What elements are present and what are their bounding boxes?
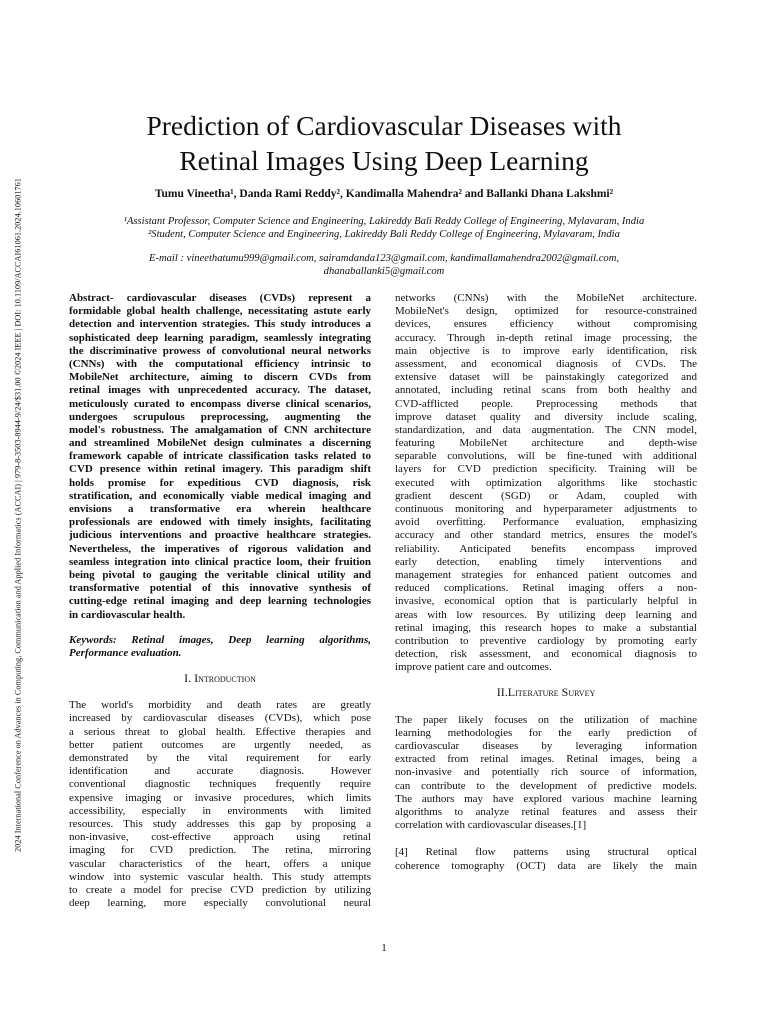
text-line: separable convolutions, will be fine-tuned with additional xyxy=(395,450,697,463)
text-line: continuous monitoring and hyperparameter adjustments to xyxy=(395,503,697,515)
text-line: and streamlined MobileNet design culminates a discerning xyxy=(69,437,371,450)
text-line: the discriminative prowess of convolutional neural networks xyxy=(69,344,371,357)
title-line: Retinal Images Using Deep Learning xyxy=(179,145,589,176)
text-line: detection, risk assessment, and economical diagnosis to xyxy=(395,648,697,661)
text-line: standardization, and data augmentation. The CNN model, xyxy=(395,423,697,436)
text-line: areas with low resources. By utilizing deep learning and xyxy=(395,608,697,621)
text-line: Nevertheless, the imperatives of rigorous validation and xyxy=(69,542,371,555)
text-line: retinal images with unprecedented accuracy. The dataset, xyxy=(69,384,371,397)
section-heading-literature-survey: II.Literature Survey xyxy=(496,685,596,700)
introduction-paragraph xyxy=(69,699,371,910)
text-line: improve patient care and outcomes. xyxy=(395,661,552,674)
text-line: The paper likely focuses on the utilization of machine xyxy=(395,713,697,726)
text-line: CVD-afflicted people. Preprocessing methods that xyxy=(395,397,697,410)
text-line: seamless integration into clinical practice loom, their fruition xyxy=(69,555,371,568)
text-line: cardiovascular diseases by leveraging information xyxy=(395,740,697,753)
text-line: management strategies for enhanced patient outcomes and xyxy=(395,568,697,581)
text-line: featuring MobileNet architecture and depth-wise xyxy=(395,437,697,450)
text-line: a serious threat to global health. Effective therapies and xyxy=(69,725,371,738)
text-line: demonstrated by the vital requirement for early xyxy=(69,752,371,765)
text-line: learning methodologies for the early prediction of xyxy=(395,726,697,739)
conference-side-note-text: 2024 International Conference on Advances in Computing, Communication and Applied Informatics (ACCAI) | 979-8-3503-8944-9/24/$31.00 ©2024 IEEE | DOI: 10.1109/ACCAI61061.2024.10601761 xyxy=(13,178,23,852)
text-line: avoid overfitting. Performance evaluation, emphasizing xyxy=(395,516,697,529)
text-line: reliability. Anticipated benefits encompass improved xyxy=(395,542,697,555)
conference-side-note xyxy=(12,120,24,910)
text-line: model's robustness. The amalgamation of CNN architecture xyxy=(69,423,371,436)
author-list: Tumu Vineetha¹, Danda Rami Reddy², Kandimalla Mahendra² and Ballanki Dhana Lakshmi² xyxy=(154,188,614,200)
literature-paragraph xyxy=(395,846,697,872)
text-line: non-invasive, cost-effective approach using retinal xyxy=(69,831,371,844)
text-line: imaging for CVD prediction. The retina, mirroring xyxy=(69,844,371,857)
text-line: networks (CNNs) with the MobileNet architecture. xyxy=(395,292,697,304)
text-line: conventional diagnostic techniques frequently require xyxy=(69,778,371,791)
title-line: Prediction of Cardiovascular Diseases with xyxy=(146,110,622,141)
literature-paragraph xyxy=(395,714,697,833)
text-line: judicious interventions and proactive healthcare strategies. xyxy=(69,529,371,542)
right-column xyxy=(395,292,697,873)
text-line: The authors may have explored various machine learning xyxy=(395,792,697,805)
text-line: assessment, and economical diagnosis of CVDs. The xyxy=(395,357,697,370)
text-line: extensive dataset will be painstakingly categorized and xyxy=(395,371,697,384)
text-line: layers for CVD prediction specificity. Training will be xyxy=(395,463,697,476)
text-line: can contribute to the development of predictive models. xyxy=(395,779,697,792)
email-line: dhanaballanki5@gmail.com xyxy=(323,266,445,277)
text-line: holds promise for expeditious CVD diagnosis, risk xyxy=(69,476,371,489)
left-column xyxy=(69,292,371,910)
text-line: executed with optimization algorithms like stochastic xyxy=(395,476,697,489)
text-line: retinal imaging, this research hopes to make a substantial xyxy=(395,621,697,634)
text-line: devices, ensures efficiency without compromising xyxy=(395,318,697,331)
text-line: envisions a transformative era wherein healthcare xyxy=(69,503,371,515)
page-number: 1 xyxy=(381,942,387,954)
text-line: main objective is to improve early identification, risk xyxy=(395,344,697,357)
text-line: resources. This study addresses this gap by proposing a xyxy=(69,817,371,830)
text-line: stratification, and economically viable medical imaging and xyxy=(69,489,371,502)
text-line: improve dataset quality and diversity include scaling, xyxy=(395,410,697,423)
text-line: reduced complications. Retinal imaging offers a non- xyxy=(395,582,697,595)
abstract-paragraph xyxy=(69,292,371,622)
keywords-paragraph xyxy=(69,634,371,660)
text-line: vascular characteristics of the heart, offers a unique xyxy=(69,857,371,870)
text-line: accuracy and other standard metrics, ensures the model's xyxy=(395,529,697,542)
text-line: window into systemic vascular health. This study attempts xyxy=(69,870,371,883)
text-line: MobileNet's design, optimized for resource-constrained xyxy=(395,305,697,318)
text-line: undergoes scrupulous preprocessing, augmenting the xyxy=(69,410,371,423)
email-line: E-mail : vineethatumu999@gmail.com, sairamdanda123@gmail.com, kandimallamahendra2002@gmail.com, xyxy=(148,253,619,264)
text-line: correlation with cardiovascular diseases.[1] xyxy=(395,819,587,832)
text-line: contribution to preventive cardiology by promoting early xyxy=(395,634,697,647)
affiliation-line: ²Student, Computer Science and Engineering, Lakireddy Bali Reddy College of Engineering, Mylavaram, India xyxy=(148,229,620,240)
text-line: accuracy. Through in-depth retinal image processing, the xyxy=(395,331,697,344)
text-line: MobileNet architecture, aiming to discern CVDs from xyxy=(69,371,371,384)
introduction-continuation-paragraph xyxy=(395,292,697,674)
text-line: (CNNs) with the computational efficiency intrinsic to xyxy=(69,357,371,370)
text-line: early detection, enabling timely interventions and xyxy=(395,555,697,568)
text-line: to create a model for precise CVD prediction by utilizing xyxy=(69,883,371,896)
text-line: coherence tomography (OCT) data are likely the main xyxy=(395,859,697,872)
text-line: transformative potential of this innovative synthesis of xyxy=(69,582,371,595)
text-line: accessibility, especially in environments with limited xyxy=(69,804,371,817)
affiliations xyxy=(60,215,708,241)
email-block xyxy=(60,252,708,278)
text-line: professionals are endowed with timely insights, facilitating xyxy=(69,516,371,529)
text-line: extracted from retinal images. Retinal images, being a xyxy=(395,753,697,766)
text-line: identification and accurate diagnosis. However xyxy=(69,765,371,778)
text-line: invasive, economical option that is particularly helpful in xyxy=(395,595,697,608)
text-line: [4] Retinal flow patterns using structural optical xyxy=(395,846,697,859)
text-line: The world's morbidity and death rates are greatly xyxy=(69,699,371,712)
text-line: meticulously curated to encompass diverse clinical scenarios, xyxy=(69,397,371,410)
text-line: better patient outcomes are urgently needed, as xyxy=(69,738,371,751)
text-line: Keywords: Retinal images, Deep learning algorithms, xyxy=(69,633,371,646)
text-line: gradient descent (SGD) or Adam, coupled with xyxy=(395,489,697,502)
text-line: algorithms to analyze retinal features and assess their xyxy=(395,805,697,818)
paper-title xyxy=(60,108,708,178)
text-line: expensive imaging or invasive procedures, which limits xyxy=(69,791,371,804)
text-line: in cardiovascular health. xyxy=(69,608,186,621)
section-heading-introduction: I. Introduction xyxy=(184,671,256,686)
text-line: formidable global health challenge, necessitating astute early xyxy=(69,305,371,318)
text-line: sophisticated deep learning paradigm, seamlessly integrating xyxy=(69,331,371,344)
text-line: detection and intervention strategies. This study introduces a xyxy=(69,318,371,331)
text-line: CVD presence within retinal imagery. This paradigm shift xyxy=(69,463,371,476)
text-line: annotated, including retinal scans from both healthy and xyxy=(395,384,697,397)
text-line: framework capable of intricate classification tasks related to xyxy=(69,450,371,463)
text-line: deep learning, more especially convolutional neural xyxy=(69,897,371,910)
text-line: non-invasive and potentially rich source of information, xyxy=(395,766,697,779)
text-line: Performance evaluation. xyxy=(69,646,182,659)
text-line: being pivotal to gauging the veritable clinical utility and xyxy=(69,568,371,581)
text-line: increased by cardiovascular diseases (CVDs), which pose xyxy=(69,712,371,725)
affiliation-line: ¹Assistant Professor, Computer Science and Engineering, Lakireddy Bali Reddy College of Engineering, Mylavaram, India xyxy=(123,216,645,227)
text-line: cutting-edge retinal imaging and deep learning technologies xyxy=(69,595,371,608)
text-line: Abstract- cardiovascular diseases (CVDs) represent a xyxy=(69,292,371,304)
